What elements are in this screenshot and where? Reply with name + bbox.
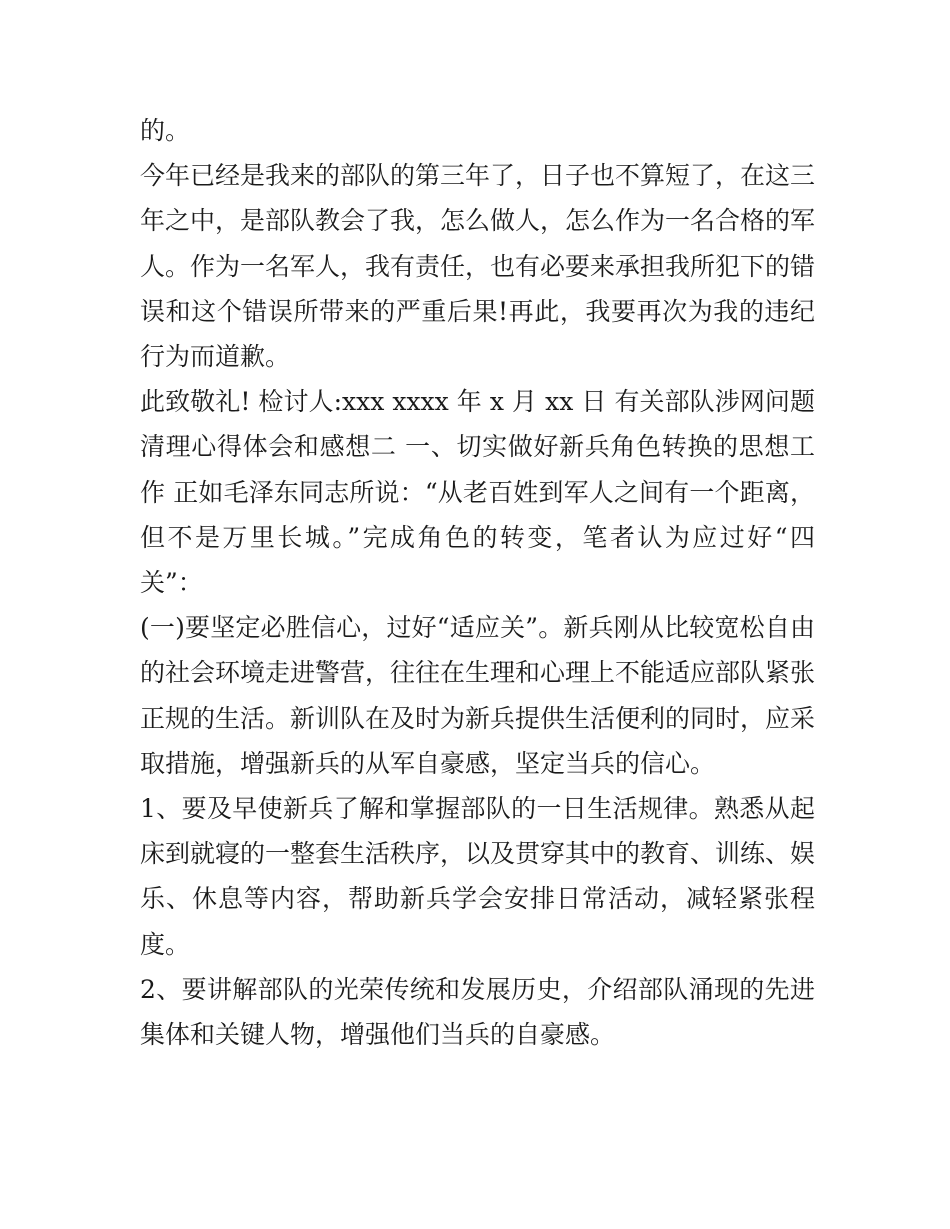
paragraph: 的。 <box>140 116 191 145</box>
document-body <box>140 108 815 1057</box>
paragraph: (一)要坚定必胜信心，过好“适应关”。新兵刚从比较宽松自由的社会环境走进警营，往往在生理和心理上不能适应部队紧张正规的生活。新训队在及时为新兵提供生活便利的同时，应采取措施，增强新兵的从军自豪感，坚定当兵的信心。 <box>140 613 816 778</box>
paragraph: 今年已经是我来的部队的第三年了，日子也不算短了，在这三年之中，是部队教会了我，怎么做人，怎么作为一名合格的军人。作为一名军人，我有责任，也有必要来承担我所犯下的错误和这个错误所带来的严重后果!再此，我要再次为我的违纪行为而道歉。 <box>140 161 816 372</box>
paragraph: 2、要讲解部队的光荣传统和发展历史，介绍部队涌现的先进集体和关键人物，增强他们当兵的自豪感。 <box>140 974 815 1050</box>
paragraph: 1、要及早使新兵了解和掌握部队的一日生活规律。熟悉从起床到就寝的一整套生活秩序，以及贯穿其中的教育、训练、娱乐、休息等内容，帮助新兵学会安排日常活动，减轻紧张程度。 <box>140 794 816 959</box>
paragraph: 此致敬礼! 检讨人:xxx xxxx 年 x 月 xx 日 有关部队涉网问题清理心得体会和感想二 一、切实做好新兵角色转换的思想工作 正如毛泽东同志所说：“从老百姓到军人之间有一个距离，但不是万里长城。”完成角色的转变，笔者认为应过好“四关”： <box>140 387 815 598</box>
